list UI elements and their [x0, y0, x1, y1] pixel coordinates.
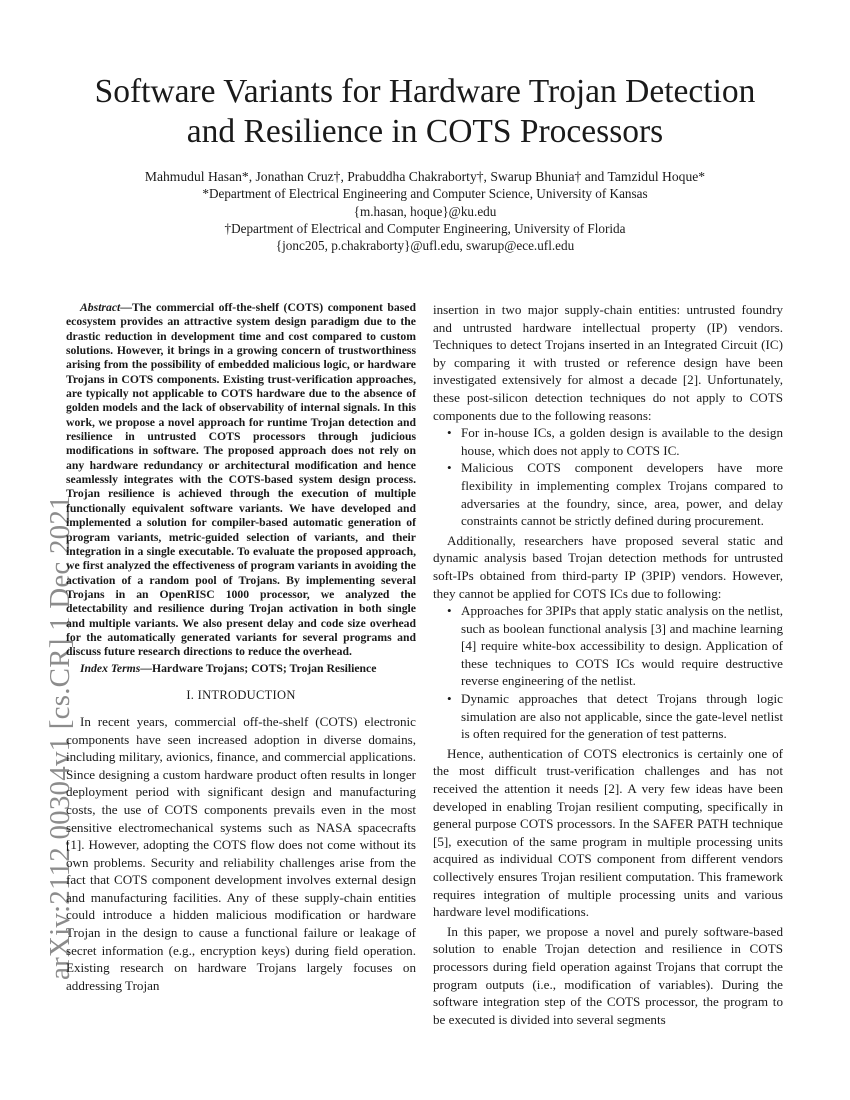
section-heading-introduction: I. INTRODUCTION — [186, 687, 296, 702]
abstract-text: —The commercial off-the-shelf (COTS) component based ecosystem provides an attractive system design paradigm due to the drastic reduction in development time and cost compared to custom solutions. However, it brings in a growing concern of trustworthiness arising from the possibility of embedded malicious logic, or hardware Trojans in COTS components. Existing trust-verification approaches, are typically not applicable to COTS hardware due to the absence of golden models and the lack of observability of internal signals. In this work, we propose a novel approach for runtime Trojan detection and resilience in untrusted COTS processors through judicious modifications in software. The proposed approach does not rely on any hardware redundancy or architectural modification and hence seamlessly integrates with the COTS-based system design process. Trojan resilience is achieved through the execution of multiple functionally equivalent software variants. We have developed and implemented a solution for compiler-based automatic generation of program variants, metric-guided selection of variants, and their integration in a single executable. To evaluate the proposed approach, we first analyzed the effectiveness of program variants in avoiding the activation of a random pool of Trojans. By implementing several Trojans in an OpenRISC 1000 processor, we analyzed the detectability and resilience during Trojan activation in both single and multiple variants. We also present delay and code size overhead for the automatically generated variants for several programs and discuss future research directions to reduce the overhead. — [66, 301, 416, 659]
intro-paragraph-1: In recent years, commercial off-the-shelf (COTS) electronic components have seen increased adoption in diverse domains, including military, avionics, finance, and commercial applications. Since designing a custom hardware product often results in longer deployment period with significant design and manufacturing costs, the use of COTS components prevails even in the most sensitive electromechanical systems such as NASA spacecrafts [1]. However, adopting the COTS flow does not come without its own problems. Security and reliability challenges arise from the fact that COTS component development involves external design and manufacturing facilities. Any of these supply-chain entities could introduce a hidden malicious modification or hardware Trojan in the design to cause a functional failure or leakage of secret information (e.g., encryption keys) during field operation. Existing research on hardware Trojans largely focuses on addressing Trojan — [66, 713, 416, 993]
bullet-item: • Approaches for 3PIPs that apply static analysis on the netlist, such as boolean functional analysis [3] and machine learning [4] require white-box accessibility to design. Application of these techniques to COTS ICs would require destructive reverse engineering of the netlist. — [461, 602, 783, 690]
abstract — [66, 301, 416, 660]
affiliation-florida: †Department of Electrical and Computer Engineering, University of Florida — [224, 221, 626, 236]
arxiv-identifier: arXiv:2112.00304v1 [cs.CR] 1 Dec 2021 — [44, 495, 76, 980]
title-line-2: and Resilience in COTS Processors — [186, 113, 664, 150]
index-terms-label: Index Terms — [80, 661, 141, 675]
index-terms — [66, 662, 416, 676]
abstract-label: Abstract — [80, 301, 121, 314]
bullet-list-3pip — [433, 602, 783, 743]
intro-paragraph-4: Hence, authentication of COTS electronics is certainly one of the most difficult trust-verification challenges and has not received the attention it needs [2]. A very few ideas have been developed in enabling Trojan resilient computing, specifically in general purpose COTS processors. In the SAFER PATH technique [5], execution of the same program in multiple processing units acquired as individual COTS component from different vendors collectively ensures Trojan resilient computation. This framework requires integration of multiple processing units and various hardware level modifications. — [433, 745, 783, 920]
right-column — [433, 301, 783, 1028]
bullet-list-post-silicon — [433, 424, 783, 530]
affiliation-kansas: *Department of Electrical Engineering and Computer Science, University of Kansas — [202, 186, 648, 201]
bullet-item: • Dynamic approaches that detect Trojans through logic simulation are also not applicable, since the gate-level netlist is often required for the generation of test patterns. — [461, 690, 783, 743]
intro-paragraph-5: In this paper, we propose a novel and purely software-based solution to enable Trojan detection and resilience in COTS processors during field operation against Trojans that corrupt the program outputs (i.e., modification of variables). During the software integration step of the COTS processor, the program to be executed is divided into several segments — [433, 923, 783, 1027]
index-terms-text: —Hardware Trojans; COTS; Trojan Resilience — [140, 661, 377, 675]
left-column — [66, 301, 416, 994]
author-list: Mahmudul Hasan*, Jonathan Cruz†, Prabuddha Chakraborty†, Swarup Bhunia† and Tamzidul Hoque* — [144, 169, 706, 184]
bullet-item: • Malicious COTS component developers have more flexibility in implementing complex Trojans compared to adversaries at the foundry, since, area, power, and delay constraints cannot be strictly defined during procurement. — [461, 459, 783, 529]
email-florida: {jonc205, p.chakraborty}@ufl.edu, swarup@ece.ufl.edu — [275, 238, 575, 253]
email-kansas: {m.hasan, hoque}@ku.edu — [353, 204, 497, 219]
paper-title — [60, 72, 790, 152]
intro-paragraph-3: Additionally, researchers have proposed several static and dynamic analysis based Trojan detection methods for untrusted soft-IPs obtained from third-party IP (3PIP) vendors. However, they cannot be applied for COTS ICs due to following: — [433, 532, 783, 601]
bullet-item: • For in-house ICs, a golden design is available to the design house, which does not apply to COTS IC. — [461, 424, 783, 459]
intro-paragraph-2: insertion in two major supply-chain entities: untrusted foundry and untrusted hardware intellectual property (IP) vendors. Techniques to detect Trojans inserted in an Integrated Circuit (IC) by comparing it with trusted or reference design have been investigated extensively for almost a decade [2]. Unfortunately, these post-silicon detection techniques do not apply to COTS components due to the following reasons: — [433, 302, 783, 423]
title-line-1: Software Variants for Hardware Trojan Detection — [94, 73, 756, 110]
